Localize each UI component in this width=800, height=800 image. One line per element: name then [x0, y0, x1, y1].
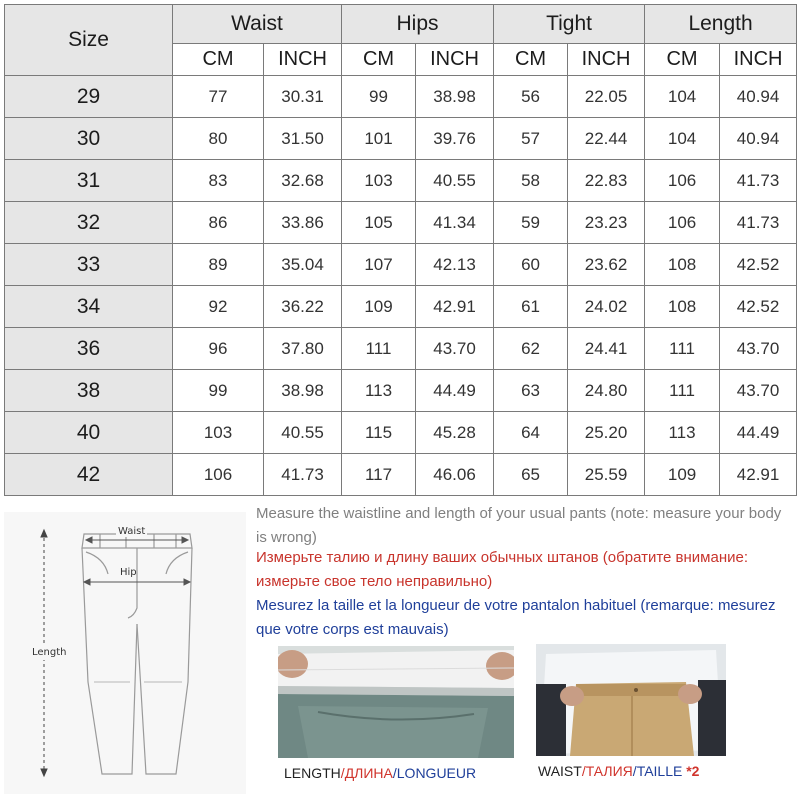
size-cell: 33	[5, 244, 173, 286]
measurement-cell: 40.94	[720, 118, 797, 160]
measurement-cell: 109	[645, 454, 720, 496]
measurement-cell: 106	[645, 160, 720, 202]
header-tight: Tight	[494, 5, 645, 44]
size-cell: 29	[5, 76, 173, 118]
unit-header-cm: CM	[645, 44, 720, 76]
measurement-cell: 115	[342, 412, 416, 454]
measurement-cell: 40.55	[264, 412, 342, 454]
measurement-cell: 57	[494, 118, 568, 160]
waist-label: Waist	[118, 526, 146, 537]
measurement-cell: 80	[173, 118, 264, 160]
size-cell: 31	[5, 160, 173, 202]
measurement-cell: 77	[173, 76, 264, 118]
measurement-cell: 44.49	[416, 370, 494, 412]
measurement-cell: 25.59	[568, 454, 645, 496]
measurement-cell: 42.52	[720, 286, 797, 328]
table-row	[5, 76, 797, 118]
measurement-cell: 99	[173, 370, 264, 412]
unit-header-inch: INCH	[416, 44, 494, 76]
measurement-cell: 43.70	[416, 328, 494, 370]
measurement-cell: 92	[173, 286, 264, 328]
measurement-cell: 113	[645, 412, 720, 454]
measurement-cell: 60	[494, 244, 568, 286]
measurement-cell: 111	[645, 328, 720, 370]
measurement-cell: 103	[342, 160, 416, 202]
measurement-cell: 23.62	[568, 244, 645, 286]
measurement-cell: 38.98	[264, 370, 342, 412]
measurement-cell: 111	[342, 328, 416, 370]
measurement-cell: 106	[173, 454, 264, 496]
table-row	[5, 370, 797, 412]
measurement-cell: 105	[342, 202, 416, 244]
table-row	[5, 202, 797, 244]
header-waist: Waist	[173, 5, 342, 44]
measurement-cell: 63	[494, 370, 568, 412]
unit-header-inch: INCH	[720, 44, 797, 76]
unit-header-inch: INCH	[568, 44, 645, 76]
measurement-cell: 23.23	[568, 202, 645, 244]
measurement-cell: 104	[645, 76, 720, 118]
size-cell: 42	[5, 454, 173, 496]
measurement-cell: 24.41	[568, 328, 645, 370]
table-row	[5, 412, 797, 454]
measurement-cell: 31.50	[264, 118, 342, 160]
measurement-cell: 99	[342, 76, 416, 118]
size-cell: 34	[5, 286, 173, 328]
unit-header-cm: CM	[173, 44, 264, 76]
measurement-cell: 42.91	[416, 286, 494, 328]
note-french: Mesurez la taille et la longueur de votre pantalon habituel (remarque: mesurez que votre corps est mauvais)	[256, 597, 776, 638]
table-row	[5, 244, 797, 286]
measurement-cell: 56	[494, 76, 568, 118]
measurement-cell: 38.98	[416, 76, 494, 118]
measurement-cell: 46.06	[416, 454, 494, 496]
measurement-cell: 41.73	[720, 160, 797, 202]
length-caption: LENGTH/ДЛИНА/LONGUEUR	[284, 765, 477, 781]
waist-caption: WAIST/ТАЛИЯ/TAILLE *2	[538, 763, 700, 779]
measurement-cell: 113	[342, 370, 416, 412]
measurement-cell: 41.73	[720, 202, 797, 244]
measurement-cell: 109	[342, 286, 416, 328]
hip-label: Hip	[120, 567, 137, 578]
size-cell: 32	[5, 202, 173, 244]
measurement-cell: 62	[494, 328, 568, 370]
unit-header-cm: CM	[494, 44, 568, 76]
measurement-cell: 24.80	[568, 370, 645, 412]
measurement-cell: 108	[645, 286, 720, 328]
table-row	[5, 118, 797, 160]
note-english: Measure the waistline and length of your usual pants (note: measure your body is wrong)	[256, 505, 782, 546]
measurement-cell: 37.80	[264, 328, 342, 370]
pants-measurement-diagram	[4, 512, 246, 794]
measurement-cell: 45.28	[416, 412, 494, 454]
measurement-cell: 111	[645, 370, 720, 412]
measurement-cell: 22.05	[568, 76, 645, 118]
waist-measuring-photo	[536, 644, 726, 756]
measurement-cell: 104	[645, 118, 720, 160]
size-cell: 36	[5, 328, 173, 370]
measurement-cell: 83	[173, 160, 264, 202]
unit-header-cm: CM	[342, 44, 416, 76]
measurement-cell: 61	[494, 286, 568, 328]
unit-header-inch: INCH	[264, 44, 342, 76]
size-header: Size	[5, 5, 173, 76]
table-row	[5, 454, 797, 496]
measurement-cell: 42.91	[720, 454, 797, 496]
length-measuring-photo	[278, 646, 514, 758]
measurement-cell: 101	[342, 118, 416, 160]
measurement-cell: 64	[494, 412, 568, 454]
measurement-cell: 41.34	[416, 202, 494, 244]
measurement-cell: 44.49	[720, 412, 797, 454]
measurement-cell: 86	[173, 202, 264, 244]
measurement-cell: 33.86	[264, 202, 342, 244]
measurement-cell: 32.68	[264, 160, 342, 202]
measurement-cell: 35.04	[264, 244, 342, 286]
length-label: Length	[32, 647, 67, 658]
size-cell: 30	[5, 118, 173, 160]
measurement-cell: 42.13	[416, 244, 494, 286]
measurement-cell: 89	[173, 244, 264, 286]
measurement-cell: 107	[342, 244, 416, 286]
measurement-cell: 103	[173, 412, 264, 454]
measurement-cell: 117	[342, 454, 416, 496]
header-hips: Hips	[342, 5, 494, 44]
measurement-cell: 41.73	[264, 454, 342, 496]
table-row	[5, 160, 797, 202]
measurement-cell: 59	[494, 202, 568, 244]
measurement-cell: 106	[645, 202, 720, 244]
measurement-cell: 65	[494, 454, 568, 496]
measurement-cell: 25.20	[568, 412, 645, 454]
measurement-cell: 43.70	[720, 370, 797, 412]
measurement-cell: 36.22	[264, 286, 342, 328]
measurement-cell: 43.70	[720, 328, 797, 370]
measurement-cell: 40.55	[416, 160, 494, 202]
measurement-cell: 22.83	[568, 160, 645, 202]
measurement-cell: 108	[645, 244, 720, 286]
measurement-cell: 96	[173, 328, 264, 370]
table-row	[5, 328, 797, 370]
measurement-cell: 24.02	[568, 286, 645, 328]
note-russian: Измерьте талию и длину ваших обычных штанов (обратите внимание: измерьте свое тело неправильно)	[256, 549, 749, 590]
size-cell: 38	[5, 370, 173, 412]
size-cell: 40	[5, 412, 173, 454]
size-chart-table	[4, 4, 797, 496]
measurement-cell: 39.76	[416, 118, 494, 160]
measurement-cell: 40.94	[720, 76, 797, 118]
measurement-cell: 22.44	[568, 118, 645, 160]
table-row	[5, 286, 797, 328]
measurement-cell: 42.52	[720, 244, 797, 286]
measurement-cell: 58	[494, 160, 568, 202]
measurement-cell: 30.31	[264, 76, 342, 118]
header-length: Length	[645, 5, 797, 44]
